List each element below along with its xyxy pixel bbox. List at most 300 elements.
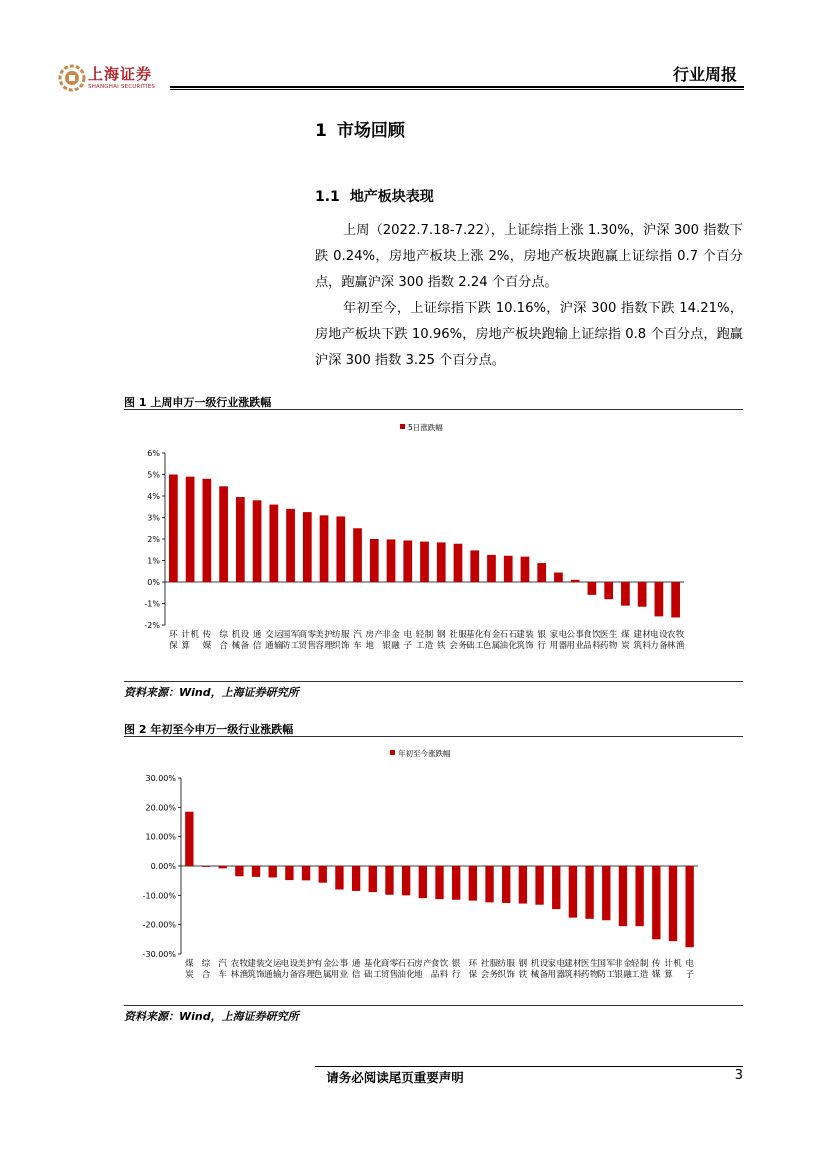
chart1-bar xyxy=(638,582,647,607)
chart1-bar xyxy=(604,582,613,599)
chart2-x-label xyxy=(564,958,582,980)
chart1-x-label xyxy=(382,629,400,651)
chart1-bar xyxy=(203,479,212,582)
chart2-x-label xyxy=(331,958,349,980)
chart2-x-label-char: 事 xyxy=(339,959,349,969)
chart2-x-label-char: 通 xyxy=(351,959,361,969)
chart1-x-label-char: 机 xyxy=(190,630,199,640)
chart2-x-label-char: 石 xyxy=(397,959,406,969)
chart2-x-label-char: 电 xyxy=(280,959,290,969)
chart2-x-label-char: 社 xyxy=(480,959,490,969)
page-number: 3 xyxy=(734,1068,743,1083)
chart1-x-label-char: 公 xyxy=(566,630,575,640)
chart1-bar xyxy=(370,539,379,582)
chart1-x-label-char: 建 xyxy=(516,630,525,640)
chart2-x-label-char: 传 xyxy=(652,959,661,969)
chart2-x-label-char: 商 xyxy=(380,959,390,969)
chart1-x-label-char: 煤 xyxy=(621,630,630,640)
chart1-x-label xyxy=(621,629,630,651)
chart2-x-label-char: 理 xyxy=(306,970,315,980)
chart2-y-tick-label: 10.00% xyxy=(145,832,176,842)
chart1-bar xyxy=(169,475,178,583)
chart2-x-label-char: 通 xyxy=(263,970,273,980)
chart2-bar xyxy=(219,866,227,868)
chart1-x-label xyxy=(315,629,333,651)
chart1-x-label-char: 农 xyxy=(666,630,676,640)
chart2-x-label xyxy=(531,958,549,980)
chart2-x-label-char: 石 xyxy=(406,959,415,969)
brand-name: 上海证券 xyxy=(88,65,153,83)
chart2-bar xyxy=(402,866,410,895)
chart2-x-label-char: 防 xyxy=(597,970,607,980)
chart2-x-label xyxy=(631,958,649,980)
chart1-x-label-char: 美 xyxy=(315,630,324,640)
chart1-x-label-char: 理 xyxy=(324,641,333,651)
chart1-x-label-char: 电 xyxy=(403,630,413,640)
chart2-x-label-char: 钢 xyxy=(518,959,528,969)
chart2-x-label-char: 容 xyxy=(297,970,306,980)
chart1-x-label-char: 渔 xyxy=(675,641,685,651)
chart1-x-label-char: 炭 xyxy=(621,641,630,651)
chart1-x-label-char: 饰 xyxy=(341,641,350,651)
chart1-x-label-char: 容 xyxy=(315,641,324,651)
chart2-x-label-char: 药 xyxy=(580,970,590,980)
chart2-x-label-char: 备 xyxy=(539,970,549,980)
chart2-x-label xyxy=(397,959,415,980)
chart2-x-label-char: 交 xyxy=(263,959,273,969)
chart1-bar xyxy=(269,505,278,582)
chart1-y-tick-label: 4% xyxy=(147,492,160,501)
chart2-x-label-char: 行 xyxy=(451,970,461,980)
chart2-x-label-char: 建 xyxy=(247,959,256,969)
chart1-x-label xyxy=(466,629,484,651)
chart2-x-label xyxy=(281,958,299,980)
chart1-x-label xyxy=(583,629,601,651)
chart1-x-label-char: 算 xyxy=(181,641,190,651)
chart1-x-label-char: 化 xyxy=(508,641,517,651)
chart2-x-label-char: 子 xyxy=(685,970,694,980)
chart2-x-label-char: 设 xyxy=(539,959,549,969)
chart1-x-label-char: 料 xyxy=(592,641,601,651)
chart1-x-label xyxy=(366,629,384,651)
chart2-x-label-char: 食 xyxy=(430,959,440,969)
section-number: 1 xyxy=(315,121,327,141)
chart2-x-label-char: 售 xyxy=(389,970,399,980)
chart2-y-tick-label: 30.00% xyxy=(145,774,176,783)
chart2-x-label-char: 工 xyxy=(630,970,640,980)
chart1-x-label-char: 筑 xyxy=(633,641,642,651)
chart1-x-label-char: 环 xyxy=(169,630,178,640)
chart2-x-label-char: 贸 xyxy=(380,970,390,980)
chart2-x-label-char: 物 xyxy=(589,970,599,980)
chart2-x-label-char: 家 xyxy=(547,959,556,969)
chart1-y-tick-label: -1% xyxy=(144,599,160,609)
chart2-x-label-char: 业 xyxy=(339,970,349,980)
chart1-x-label-char: 子 xyxy=(403,641,413,651)
chart1-x-label xyxy=(169,630,178,651)
chart1-bar xyxy=(219,486,228,582)
paragraph-ytd: 年初至今，上证综指下跌 10.16%，沪深 300 指数下跌 14.21%，房地产板块下跌 10.96%，房地产板块跑输上证综指 0.8 个百分点，跑赢沪深 300 指数 3.25 个百分点。 xyxy=(315,301,743,368)
chart1-x-label-char: 防 xyxy=(281,641,291,651)
chart2-x-label-char: 机 xyxy=(530,959,540,969)
chart2-x-label-char: 轻 xyxy=(630,959,640,969)
chart1-legend-label: 5日涨跌幅 xyxy=(408,423,443,432)
chart2-y-tick-label: 20.00% xyxy=(145,803,176,813)
chart1-x-label-char: 银 xyxy=(537,630,546,640)
chart2-bar xyxy=(585,866,593,919)
chart2-x-label xyxy=(614,958,632,980)
chart2-x-label xyxy=(247,958,265,980)
chart2-x-label-char: 环 xyxy=(468,959,478,969)
chart1-legend xyxy=(400,422,443,432)
figure1-caption: 图 1 上周申万一级行业涨跌幅 xyxy=(124,396,272,409)
chart2-bar xyxy=(319,866,327,883)
header-rule-thin xyxy=(170,89,744,90)
chart2-x-label xyxy=(581,958,599,980)
chart2-x-label xyxy=(685,958,694,980)
chart1-x-label-char: 设 xyxy=(659,630,668,640)
chart1-bar xyxy=(387,539,396,582)
chart2-x-label-char: 公 xyxy=(330,959,340,969)
chart1-x-label-char: 器 xyxy=(558,641,568,651)
chart1-x-label-char: 商 xyxy=(298,630,308,640)
figure2-bottom-rule xyxy=(124,1005,743,1006)
chart1-x-label-char: 化 xyxy=(474,630,484,640)
chart2-x-label-char: 务 xyxy=(489,970,499,980)
chart1-x-label-char: 牧 xyxy=(675,630,685,640)
chart2-x-label-char: 非 xyxy=(614,959,623,969)
chart2-bar xyxy=(535,866,543,905)
chart1-bar xyxy=(403,541,412,582)
chart2-x-label-char: 输 xyxy=(272,970,282,980)
chart2-bar xyxy=(552,866,560,909)
chart1-x-label-char: 属 xyxy=(491,641,501,651)
chart1-bar xyxy=(621,582,630,606)
chart2-x-label xyxy=(519,958,528,980)
chart1-x-label-char: 运 xyxy=(274,630,283,640)
figure1-svg xyxy=(124,410,743,680)
chart1-x-label-char: 零 xyxy=(307,630,317,640)
chart1-x-label-char: 建 xyxy=(633,630,642,640)
chart2-x-label-char: 料 xyxy=(573,970,582,980)
chart2-x-label-char: 护 xyxy=(306,959,315,969)
chart1-x-label-char: 产 xyxy=(374,630,384,640)
chart1-bar xyxy=(554,573,563,582)
chart1-x-label-char: 基 xyxy=(465,630,475,640)
chart1-x-label xyxy=(299,629,317,651)
chart2-x-label-char: 金 xyxy=(323,959,332,969)
chart2-x-label xyxy=(352,958,361,980)
chart1-x-label xyxy=(203,629,212,651)
chart2-x-label-char: 用 xyxy=(547,970,556,980)
chart2-x-label-char: 炭 xyxy=(185,970,194,980)
chart1-bar xyxy=(186,477,195,582)
body-text xyxy=(315,218,743,374)
chart2-x-label-char: 银 xyxy=(614,970,623,980)
chart2-x-label-char: 用 xyxy=(330,970,340,980)
chart1-x-label-char: 保 xyxy=(169,641,178,651)
chart2-x-label xyxy=(218,958,227,980)
chart1-x-label-char: 织 xyxy=(332,641,341,651)
chart2-x-label-char: 油 xyxy=(397,970,406,980)
chart1-x-label-char: 筑 xyxy=(516,641,525,651)
chart1-x-label-char: 钢 xyxy=(436,630,446,640)
chart1-bar xyxy=(537,563,546,582)
chart1-legend-swatch xyxy=(400,424,405,429)
chart2-x-label-char: 林 xyxy=(230,970,240,980)
chart2-x-label-char: 饰 xyxy=(256,970,265,980)
chart1-x-label-char: 备 xyxy=(240,641,250,651)
chart1-x-label-char: 械 xyxy=(231,641,241,651)
chart1-x-label-char: 房 xyxy=(365,630,375,640)
chart1-x-label-char: 输 xyxy=(274,641,283,651)
chart2-x-label-char: 础 xyxy=(364,970,373,980)
chart2-x-label-char: 医 xyxy=(580,959,590,969)
chart1-y-tick-label: 0% xyxy=(147,578,160,587)
chart1-bar xyxy=(655,582,664,616)
chart2-bar xyxy=(452,866,460,900)
chart2-x-label-char: 服 xyxy=(506,959,515,969)
paragraph-weekly: 上周（2022.7.18-7.22），上证综指上涨 1.30%，沪深 300 指数下跌 0.24%，房地产板块上涨 2%，房地产板块跑赢上证综指 0.7 个百分点，跑赢沪深 300 指数 2.24 个百分点。 xyxy=(315,223,743,290)
chart1-y-tick-label: -2% xyxy=(144,621,160,630)
chart1-x-label-char: 务 xyxy=(458,641,467,651)
chart2-x-label xyxy=(264,958,282,980)
chart1-y-tick-label: 5% xyxy=(147,470,160,480)
chart1-bar xyxy=(420,542,429,582)
chart1-x-label-char: 石 xyxy=(508,630,517,640)
chart1-x-label-char: 信 xyxy=(252,641,262,651)
chart1-x-label-char: 金 xyxy=(491,630,501,640)
chart1-x-label-char: 石 xyxy=(499,630,508,640)
chart1-x-label xyxy=(265,629,283,651)
chart2-x-label-char: 电 xyxy=(685,959,694,969)
chart2-x-label-char: 基 xyxy=(364,959,373,969)
figure2-caption: 图 2 年初至今申万一级行业涨跌幅 xyxy=(124,723,294,736)
chart2-x-label-char: 械 xyxy=(530,970,540,980)
chart2-x-label xyxy=(652,958,661,980)
chart2-bar xyxy=(252,866,260,877)
chart1-x-label-char: 融 xyxy=(391,641,400,651)
chart2-x-label xyxy=(452,958,461,980)
subsection-number: 1.1 xyxy=(315,189,340,205)
chart2-y-tick-label: -20.00% xyxy=(142,920,176,930)
logo-emblem-icon xyxy=(58,64,86,92)
chart2-x-label-char: 器 xyxy=(556,970,565,980)
chart1-x-label-char: 制 xyxy=(424,630,434,640)
chart1-bar xyxy=(588,582,597,595)
chart1-bar xyxy=(236,497,245,582)
chart1-x-label xyxy=(449,629,467,651)
chart1-x-label xyxy=(483,629,501,651)
chart1-x-label-char: 装 xyxy=(525,630,534,640)
chart2-x-label-char: 地 xyxy=(414,970,423,980)
chart2-x-label-char: 品 xyxy=(430,970,440,980)
chart2-x-label-char: 造 xyxy=(639,970,649,980)
chart1-bar xyxy=(253,500,262,582)
chart1-x-label-char: 饰 xyxy=(525,641,534,651)
chart1-x-label-char: 金 xyxy=(391,630,400,640)
chart1-bar xyxy=(487,555,496,582)
chart1-x-label xyxy=(282,630,300,651)
chart1-bar xyxy=(671,582,680,617)
chart1-x-label xyxy=(566,629,584,651)
chart2-bar xyxy=(502,866,510,903)
chart2-x-label-char: 保 xyxy=(468,970,478,980)
chart1-x-label xyxy=(516,629,534,651)
chart1-x-label-char: 设 xyxy=(240,630,250,640)
chart1-x-label xyxy=(353,629,362,651)
chart1-x-label-char: 传 xyxy=(202,630,212,640)
chart1-x-label xyxy=(416,629,434,651)
chart1-x-label xyxy=(633,629,651,651)
chart1-bar xyxy=(454,544,463,582)
chart2-x-label-char: 渔 xyxy=(239,970,249,980)
section-title: 市场回顾 xyxy=(336,121,405,141)
chart2-x-label-char: 工 xyxy=(373,970,382,980)
chart2-bar xyxy=(669,866,677,941)
chart2-x-label-char: 料 xyxy=(439,970,449,980)
chart2-x-label-char: 产 xyxy=(423,959,432,969)
chart1-x-label xyxy=(404,629,413,651)
chart1-x-label-char: 物 xyxy=(608,641,618,651)
chart2-x-label xyxy=(297,958,315,980)
chart1-x-label-char: 电 xyxy=(650,630,659,640)
chart2-x-label-char: 综 xyxy=(201,959,211,969)
chart2-bar xyxy=(302,866,310,880)
chart2-bar xyxy=(519,866,527,904)
chart2-bar xyxy=(569,866,577,918)
chart2-bar xyxy=(352,866,360,891)
chart2-x-label-char: 算 xyxy=(664,970,673,980)
chart1-x-label-char: 药 xyxy=(599,641,609,651)
chart2-x-label xyxy=(598,959,616,980)
chart1-x-label-char: 料 xyxy=(642,641,651,651)
chart1-x-label-char: 银 xyxy=(382,641,391,651)
chart2-x-label-char: 工 xyxy=(606,970,616,980)
chart2-x-label-char: 美 xyxy=(297,959,306,969)
chart1-x-label-char: 军 xyxy=(290,630,300,640)
figure2-source: 资料来源：Wind，上海证券研究所 xyxy=(124,1010,299,1023)
chart2-x-label-char: 纺 xyxy=(497,959,506,969)
brand-subtitle: SHANGHAI SECURITIES xyxy=(88,84,156,90)
chart2-x-label xyxy=(497,958,515,980)
chart2-x-label-char: 电 xyxy=(556,959,565,969)
chart1-bar xyxy=(571,580,580,582)
chart1-x-label xyxy=(332,629,350,651)
chart2-x-label-char: 材 xyxy=(573,959,582,969)
chart2-x-label xyxy=(481,958,499,980)
chart1-bar xyxy=(286,509,295,582)
chart1-x-label xyxy=(181,629,199,651)
chart2-legend xyxy=(390,748,451,758)
chart1-x-label-char: 服 xyxy=(341,630,350,640)
chart1-x-label-char: 护 xyxy=(324,630,333,640)
chart2-y-tick-label: -10.00% xyxy=(142,891,176,901)
chart2-x-label xyxy=(381,958,399,980)
chart2-x-label-char: 会 xyxy=(480,970,490,980)
chart1-bar xyxy=(504,556,513,582)
chart1-x-label xyxy=(499,630,517,651)
chart2-x-label-char: 金 xyxy=(623,959,632,969)
chart2-bar xyxy=(419,866,427,898)
chart1-y-tick-label: 1% xyxy=(147,556,160,566)
chart1-x-label-char: 综 xyxy=(219,630,228,640)
chart2-x-label-char: 饰 xyxy=(506,970,515,980)
chart1-x-label-char: 业 xyxy=(575,641,584,651)
chart2-x-label-char: 化 xyxy=(373,959,382,969)
chart2-x-label-char: 军 xyxy=(606,959,616,969)
chart1-x-label-char: 力 xyxy=(650,641,659,651)
chart2-bar xyxy=(385,866,393,895)
chart1-x-label-char: 色 xyxy=(482,641,492,651)
chart1-x-label xyxy=(667,629,685,651)
chart1-x-label-char: 材 xyxy=(642,630,651,640)
chart1-x-label-char: 社 xyxy=(449,630,458,640)
chart1-x-label-char: 用 xyxy=(566,641,575,651)
chart1-x-label-char: 林 xyxy=(666,641,676,651)
chart2-x-label-char: 制 xyxy=(639,959,649,969)
chart2-x-label-char: 装 xyxy=(256,959,265,969)
chart1-x-label-char: 工 xyxy=(415,641,425,651)
chart1-x-label-char: 事 xyxy=(575,630,584,640)
chart2-x-label-char: 铁 xyxy=(518,970,528,980)
chart2-x-label-char: 汽 xyxy=(218,959,227,969)
chart2-bar xyxy=(269,866,277,877)
chart1-x-label-char: 通 xyxy=(252,630,262,640)
chart1-y-tick-label: 3% xyxy=(147,513,160,523)
chart2-bar xyxy=(602,866,610,920)
chart2-bar xyxy=(202,866,210,867)
chart1-x-label xyxy=(253,629,262,651)
chart2-bar xyxy=(235,866,243,876)
chart1-x-label-char: 油 xyxy=(499,641,508,651)
chart2-x-label-char: 银 xyxy=(451,959,461,969)
chart2-bar xyxy=(285,866,293,880)
chart2-x-label-char: 计 xyxy=(664,959,673,969)
chart1-x-label-char: 础 xyxy=(465,641,475,651)
chart1-x-label-char: 交 xyxy=(265,630,274,640)
chart2-x-label-char: 牧 xyxy=(239,959,249,969)
chart2-bar xyxy=(369,866,377,892)
chart2-y-tick-label: -30.00% xyxy=(142,950,176,959)
chart2-x-label xyxy=(414,958,432,980)
chart1-x-label-char: 车 xyxy=(353,641,362,651)
chart2-x-label-char: 农 xyxy=(230,959,240,969)
chart1-x-label-char: 贸 xyxy=(298,641,308,651)
chart2-x-label xyxy=(231,958,249,980)
chart1-bar xyxy=(353,528,362,582)
chart2-x-label xyxy=(664,958,682,980)
chart1-x-label-char: 通 xyxy=(265,641,274,651)
chart1-x-label-char: 用 xyxy=(549,641,559,651)
chart2-x-label xyxy=(547,958,565,980)
chart1-bar xyxy=(470,550,479,582)
report-type: 行业周报 xyxy=(672,65,737,84)
chart1-x-label-char: 生 xyxy=(608,630,618,640)
chart2-x-label-char: 属 xyxy=(323,970,332,980)
chart2-x-label-char: 筑 xyxy=(564,970,573,980)
chart2-bar xyxy=(619,866,627,926)
chart2-x-label xyxy=(364,958,382,980)
chart2-bar xyxy=(652,866,660,939)
chart2-x-label xyxy=(185,958,194,980)
chart2-x-label-char: 力 xyxy=(280,970,290,980)
chart2-bar xyxy=(185,812,193,866)
chart1-x-label xyxy=(437,629,446,651)
chart2-legend-swatch xyxy=(390,750,395,755)
chart1-x-label-char: 行 xyxy=(537,641,546,651)
chart1-x-label-char: 媒 xyxy=(202,641,212,651)
